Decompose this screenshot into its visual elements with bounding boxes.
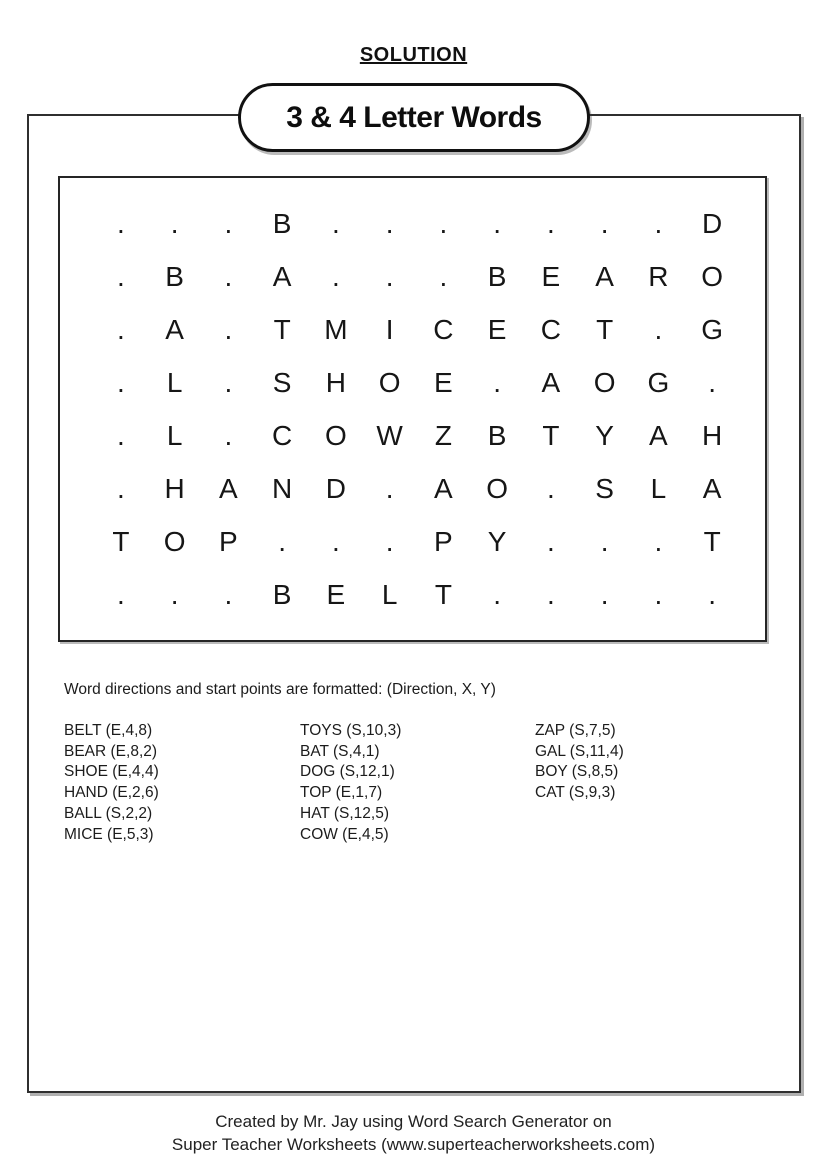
word-entry: BEAR (E,8,2) [64, 742, 158, 760]
grid-cell-letter: A [595, 261, 614, 292]
grid-cell-letter: A [649, 420, 668, 451]
grid-cell-letter: E [487, 314, 507, 345]
grid-cell-letter: A [434, 473, 453, 504]
grid-cell-empty: . [116, 473, 125, 504]
grid-cell-letter: O [163, 526, 186, 557]
grid-cell-empty: . [224, 579, 233, 610]
grid-cell-letter: D [325, 473, 346, 504]
word-entry: BELT (E,4,8) [64, 722, 153, 739]
word-entry: TOYS (S,10,3) [300, 722, 402, 739]
grid-cell-empty: . [546, 526, 555, 557]
grid-cell-letter: E [434, 367, 453, 398]
word-entry: GAL (S,11,4) [535, 742, 624, 760]
word-list-column-2 [300, 721, 401, 845]
grid-cell-letter: A [702, 473, 722, 504]
grid-cell-letter: Y [595, 420, 614, 451]
grid-cell-letter: H [702, 420, 723, 451]
grid-cell-empty: . [116, 579, 125, 610]
grid-cell-letter: P [219, 526, 238, 557]
grid-cell-letter: E [541, 261, 561, 292]
directions-note: Word directions and start points are formatted: (Direction, X, Y) [64, 681, 496, 698]
footer-credit [0, 1110, 827, 1156]
grid-cell-empty: . [385, 526, 394, 557]
grid-cell-empty: . [654, 526, 663, 557]
grid-cell-empty: . [278, 526, 287, 557]
grid-cell-letter: G [701, 314, 724, 345]
grid-cell-letter: B [272, 208, 292, 239]
grid-cell-empty: . [546, 579, 555, 610]
grid-cell-empty: . [439, 261, 448, 292]
grid-cell-letter: C [272, 420, 293, 451]
grid-cell-letter: D [702, 208, 723, 239]
word-entry: SHOE (E,4,4) [64, 763, 159, 781]
word-list-column-3 [535, 721, 624, 804]
word-entry: MICE (E,5,3) [64, 825, 154, 843]
page-title: 3 & 4 Letter Words [286, 100, 542, 134]
grid-cell-empty: . [493, 208, 502, 239]
grid-cell-letter: T [112, 526, 130, 557]
footer-line-2: Super Teacher Worksheets (www.superteacherworksheets.com) [171, 1135, 656, 1154]
grid-cell-empty: . [170, 208, 179, 239]
word-list-column-1 [64, 721, 159, 845]
grid-row [94, 250, 739, 303]
grid-cell-letter: O [593, 367, 616, 398]
grid-cell-letter: S [272, 367, 292, 398]
grid-cell-letter: M [324, 314, 348, 345]
grid-row [94, 197, 739, 250]
grid-cell-empty: . [654, 579, 663, 610]
grid-cell-letter: T [273, 314, 291, 345]
grid-cell-empty: . [224, 420, 233, 451]
grid-row [94, 303, 739, 356]
word-entry: DOG (S,12,1) [300, 763, 395, 781]
grid-cell-empty: . [224, 208, 233, 239]
grid-cell-letter: L [381, 579, 398, 610]
grid-cell-empty: . [224, 261, 233, 292]
grid-cell-letter: T [434, 579, 452, 610]
grid-cell-letter: I [385, 314, 394, 345]
grid-cell-letter: T [703, 526, 721, 557]
grid-cell-letter: P [434, 526, 453, 557]
grid-cell-empty: . [331, 208, 340, 239]
grid-cell-letter: H [325, 367, 346, 398]
grid-cell-empty: . [439, 208, 448, 239]
grid-cell-letter: L [650, 473, 667, 504]
grid-cell-letter: R [648, 261, 669, 292]
grid-cell-empty: . [116, 367, 125, 398]
grid-cell-empty: . [385, 473, 394, 504]
grid-row [94, 409, 739, 462]
grid-cell-empty: . [654, 314, 663, 345]
grid-cell-empty: . [654, 208, 663, 239]
grid-cell-letter: W [376, 420, 403, 451]
grid-cell-empty: . [385, 208, 394, 239]
grid-cell-empty: . [224, 314, 233, 345]
grid-cell-letter: T [596, 314, 614, 345]
grid-cell-letter: A [541, 367, 561, 398]
grid-cell-empty: . [600, 579, 609, 610]
grid-cell-letter: E [326, 579, 346, 610]
grid-cell-letter: A [165, 314, 184, 345]
word-entry: CAT (S,9,3) [535, 784, 616, 802]
grid-cell-letter: T [542, 420, 560, 451]
grid-cell-empty: . [331, 526, 340, 557]
title-pill [238, 83, 590, 152]
grid-cell-letter: O [378, 367, 401, 398]
grid-cell-letter: Z [434, 420, 452, 451]
word-search-grid-box [58, 176, 767, 642]
grid-cell-empty: . [116, 314, 125, 345]
word-search-grid [94, 197, 739, 621]
grid-cell-empty: . [546, 473, 555, 504]
word-entry: COW (E,4,5) [300, 825, 389, 843]
grid-cell-letter: N [272, 473, 293, 504]
grid-cell-letter: O [324, 420, 347, 451]
grid-cell-letter: A [272, 261, 292, 292]
grid-cell-empty: . [385, 261, 394, 292]
grid-row [94, 356, 739, 409]
grid-cell-empty: . [493, 579, 502, 610]
grid-cell-empty: . [493, 367, 502, 398]
grid-cell-empty: . [600, 208, 609, 239]
grid-cell-empty: . [331, 261, 340, 292]
grid-cell-empty: . [116, 420, 125, 451]
grid-cell-letter: B [487, 420, 507, 451]
grid-row [94, 515, 739, 568]
grid-cell-letter: C [433, 314, 454, 345]
grid-cell-empty: . [170, 579, 179, 610]
grid-cell-letter: A [219, 473, 238, 504]
word-entry: HAND (E,2,6) [64, 784, 159, 802]
grid-cell-empty: . [116, 208, 125, 239]
word-entry: ZAP (S,7,5) [535, 722, 616, 739]
grid-row [94, 462, 739, 515]
grid-cell-letter: L [166, 367, 183, 398]
grid-cell-letter: B [165, 261, 184, 292]
word-entry: BALL (S,2,2) [64, 804, 153, 822]
grid-cell-letter: B [272, 579, 292, 610]
grid-cell-empty: . [224, 367, 233, 398]
grid-cell-letter: O [701, 261, 724, 292]
grid-cell-letter: S [595, 473, 614, 504]
grid-cell-empty: . [546, 208, 555, 239]
grid-cell-letter: L [166, 420, 183, 451]
word-entry: BAT (S,4,1) [300, 742, 380, 760]
grid-cell-letter: Y [487, 526, 507, 557]
grid-row [94, 568, 739, 621]
grid-cell-letter: H [164, 473, 185, 504]
grid-cell-empty: . [116, 261, 125, 292]
word-entry: HAT (S,12,5) [300, 804, 390, 822]
grid-cell-empty: . [600, 526, 609, 557]
footer-line-1: Created by Mr. Jay using Word Search Generator on [215, 1112, 612, 1131]
grid-cell-letter: C [540, 314, 561, 345]
word-entry: BOY (S,8,5) [535, 763, 619, 781]
grid-cell-letter: G [647, 367, 670, 398]
grid-cell-letter: B [487, 261, 507, 292]
grid-cell-empty: . [708, 367, 717, 398]
word-entry: TOP (E,1,7) [300, 784, 383, 802]
grid-cell-empty: . [708, 579, 717, 610]
grid-cell-letter: O [486, 473, 509, 504]
solution-heading: SOLUTION [359, 44, 468, 66]
